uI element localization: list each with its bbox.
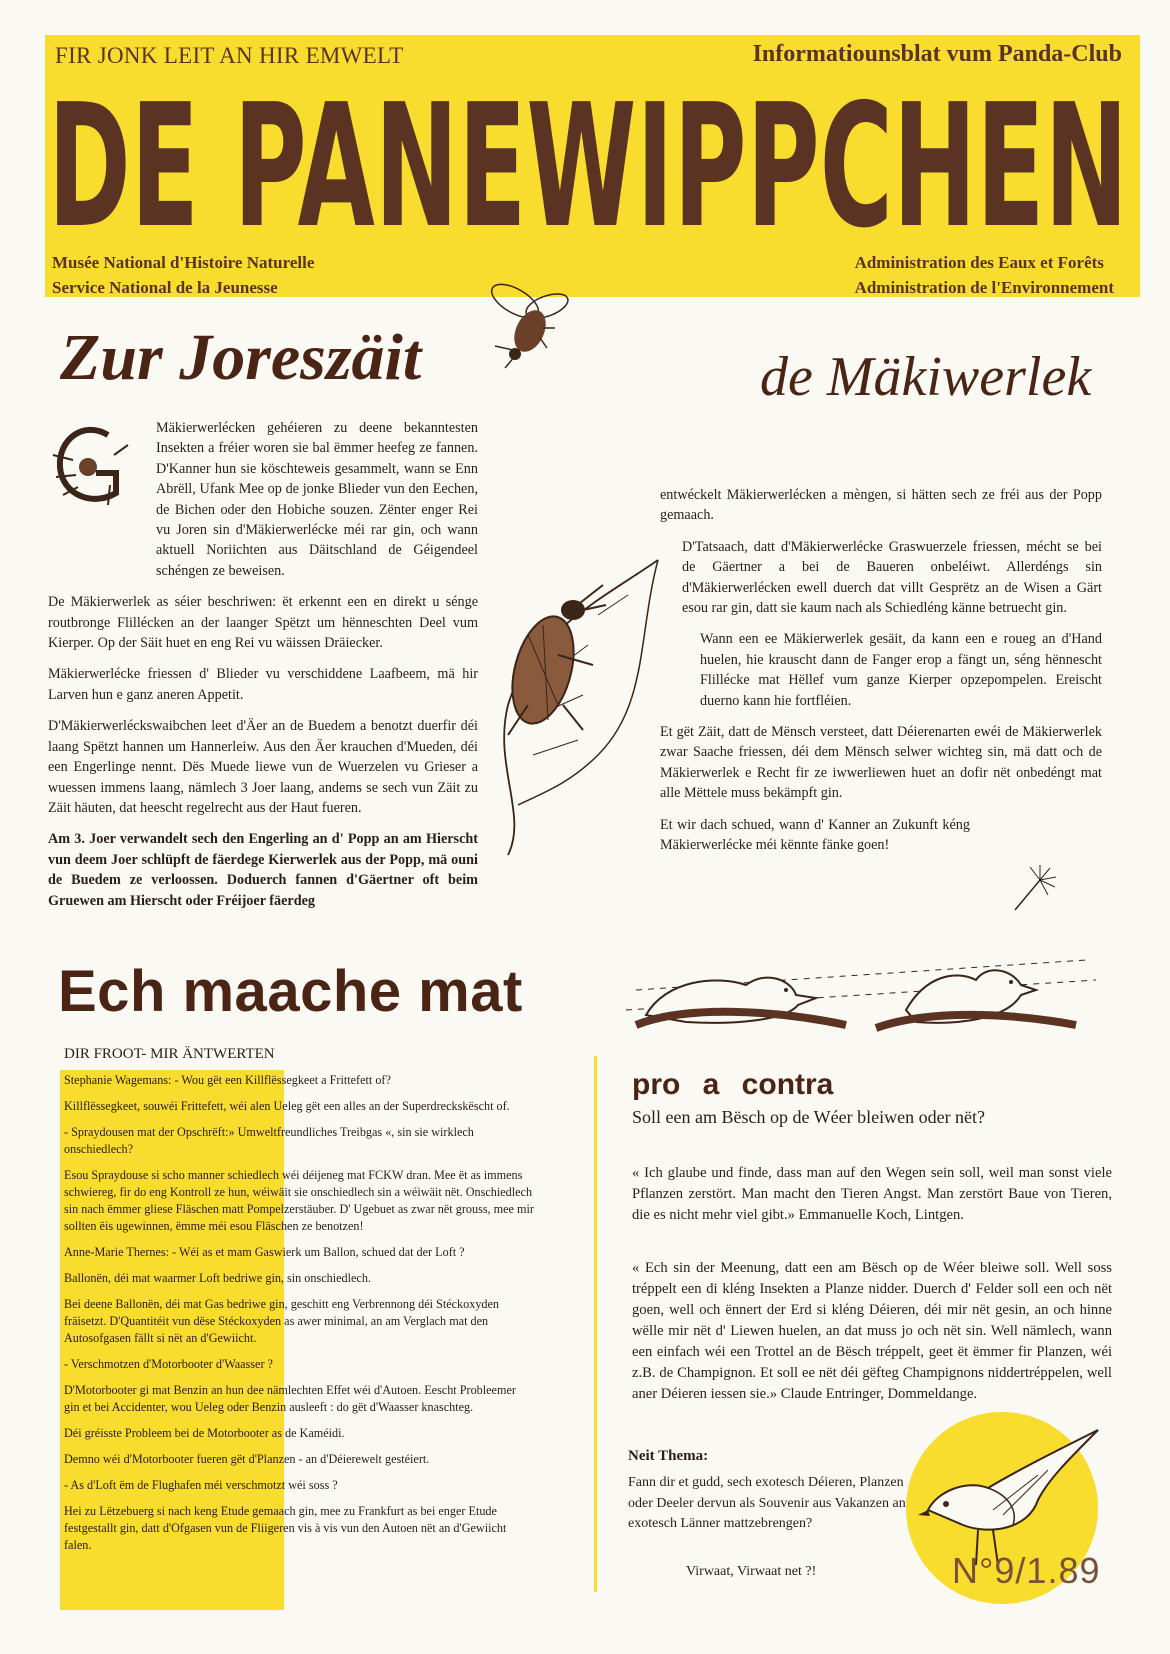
institution: Service National de la Jeunesse: [52, 278, 278, 297]
paragraph: D'Tatsaach, datt d'Mäkierwerlécke Graswuerzele friessen, mécht se bei de Gäertner a bei de Baueren onbeléiwt. Allerdéngs sin d'Mäkierwerlécken ewell duerch dat villt Gesprëtz an de Wisen a Gärt esou rar gin, datt sie kaum nach als Schiedléng känne betruecht gin.: [682, 538, 1102, 617]
section-title: Ech maache mat: [58, 959, 523, 1024]
next-topic-text: Fann dir et gudd, sech exotesch Déieren, Planzen oder Deeler dervun als Souvenir aus Vakanzen an exotesch Länner mattzebrengen?: [628, 1475, 906, 1531]
qa-list: [64, 1072, 534, 1563]
dandelion-seed-icon: [1010, 865, 1060, 915]
paragraph: Et wir dach schued, wann d' Kanner an Zukunft kéng Mäkierwerlécke méi kënnte fänke goen!: [660, 816, 970, 854]
paragraph: De Mäkierwerlek as séier beschriwen: ët erkennt een en direkt u sénge routbronge Flillécken an der laanger Spëtzt um hënneschten Deel vum Kierper. Op der Säit huet en eng Rei vu wäissen Dräiecker.: [48, 594, 478, 652]
qa-item: Esou Spraydouse si scho manner schiedlech wéi déijeneg mat FCKW dran. Mee ët as immens schwiereg, fir do eng Kontroll ze hun, wéiwäit sie onschiedlech sin a wéiwäit nët. Onschiedlech sin nach ëmmer gliese Fläschen matt Pompelzerstäuber. D' Ugebuet as zwar nët grouss, mee mir sollten ëis ugewinnen, ëmme méi esou Fläschen ze benotzen!: [64, 1168, 534, 1233]
qa-item: - As d'Loft ëm de Flughafen méi verschmotzt wéi soss ?: [64, 1478, 338, 1492]
qa-item: Bei deene Ballonën, déi mat Gas bedriwe gin, geschitt eng Verbrennong déi Stéckoxyden fräisetzt. D'Quantitéit vun dëse Stéckoxyden as awer minimal, an am Verglach mat den Autosofgasen fällt si nët an d'Gewiicht.: [64, 1297, 500, 1345]
qa-item: Anne-Marie Thernes: - Wéi as et mam Gaswierk um Ballon, schued dat der Loft ?: [64, 1245, 465, 1259]
birds-icon: [626, 940, 1096, 1040]
quote-2: « Ech sin der Meenung, datt een am Bësch op de Wéer bleiwe soll. Well soss tréppelt een di kléng Insekten a Planze nidder. Duerch d' Felder soll een och nët goen, well och ënnert der Erd si kléng Déieren, déi mir nët gesin, an och hinne wëlle mir nët d' Liewen huelen, an dat muss jo och nët sin. Well nämlech, wann een einfach wéi een Trottel an de Bësch tréppelt, geet ët ëmmer fir Planzen, wéi z.B. de Champignon. Et soll ee nët déi gëfteg Champignons niddertréppelen, well aner Déieren iessen sie.» Claude Entringer, Dommeldange.: [632, 1260, 1112, 1402]
pro-contra-title: pro a contra: [632, 1068, 834, 1101]
issue-number: N°9/1.89: [952, 1550, 1101, 1591]
article-title-left: Zur Joreszäit: [60, 321, 422, 394]
tagline: FIR JONK LEIT AN HIR EMWELT: [55, 43, 404, 68]
paragraph: Am 3. Joer verwandelt sech den Engerling an d' Popp an am Hierscht vun deem Joer schlüpft de fäerdege Kierwerlek aus der Popp, mä ouni de Buedem ze verloossen. Doduerch fannen d'Gäertner oft beim Gruewen am Hierscht oder Fréijoer fäerdeg: [48, 831, 478, 909]
cockchafer-icon: [485, 276, 585, 376]
beetle-leaf-icon: [488, 555, 688, 855]
qa-item: D'Motorbooter gi mat Benzin an hun dee nämlechten Effet wéi d'Autoen. Eescht Probleemer gin et bei Accidenter, wou Ueleg oder Benzin ausleeft : do gët d'Waasser knaschteg.: [64, 1383, 516, 1414]
qa-item: Killflëssegkeet, souwéi Frittefett, wéi alen Ueleg gët een alles an der Superdreckskëscht of.: [64, 1099, 510, 1113]
qa-item: Stephanie Wagemans: - Wou gët een Killflëssegkeet a Frittefett of?: [64, 1073, 391, 1087]
institution: Administration de l'Environnement: [854, 278, 1114, 297]
pro-contra-question: Soll een am Bësch op de Wéer bleiwen oder nët?: [632, 1107, 986, 1127]
column-divider: [594, 1056, 597, 1592]
quote-1: « Ich glaube und finde, dass man auf den Wegen sein soll, weil man sonst viele Pflanzen zerstört. Man macht den Tieren Angst. Man zerstört Baue von Tieren, die es nicht mehr viel gibt.» Emmanuelle Koch, Lintgen.: [632, 1165, 1112, 1223]
qa-heading: DIR FROOT- MIR ÄNTWERTEN: [64, 1046, 275, 1062]
next-topic-title: Neit Thema:: [628, 1448, 709, 1464]
virwaat-line: Virwaat, Virwaat net ?!: [686, 1564, 817, 1579]
qa-item: - Spraydousen mat der Opschrëft:» Umweltfreundliches Treibgas «, sin sie wirklech onschiedlech?: [64, 1125, 474, 1156]
article1-column-1: [48, 418, 478, 922]
masthead-text: DE PANEWIPPCHEN: [48, 68, 1128, 266]
wagtail-icon: [918, 1420, 1108, 1570]
qa-item: Hei zu Lëtzebuerg si nach keng Etude gemaach gin, mee zu Frankfurt as bei enger Etude festgestallt gin, datt d'Ofgasen vun de Fliigeren vis à vis vun den Autoen nët an d'Gewiicht falen.: [64, 1504, 507, 1552]
paragraph: Et gët Zäit, datt de Mënsch versteet, datt Déierenarten ewéi de Mäkierwerlek zwar Saache friessen, déi dem Mënsch selwer wichteg sin, mä datt och de Mäkierwerlek e Recht fir ze iwwerliewen huet an dofir nët onbedéngt mat alle Mëttele muss bekämpft gin.: [660, 724, 1102, 802]
article-title-right: de Mäkiwerlek: [760, 346, 1092, 408]
qa-item: Déi gréisste Probleem bei de Motorbooter as de Kaméidi.: [64, 1426, 345, 1440]
paragraph: Wann een ee Mäkierwerlek gesäit, da kann een e roueg an d'Hand huelen, hie krauscht dann de Fanger erop a fängt un, séng hënnescht Flillécke mat Hëllef vum ganze Kierper opzepompelen. Ereischt duerno kann hie fortfléien.: [700, 631, 1102, 709]
article1-column-2: [660, 485, 1102, 867]
qa-item: - Verschmotzen d'Motorbooter d'Waasser ?: [64, 1357, 273, 1371]
paragraph: Mäkierwerlécken gehéieren zu deene bekanntesten Insekten a fréier woren sie bal ëmmer heefeg ze fannen. D'Kanner hun sie köschteweis gesammelt, wann se Enn Abrëll, Ufank Mee op de jonke Blieder vun den Eechen, de Bichen oder den Hobiche souzen. Zënter enger Rei vu Joren sin d'Mäkierwerlécke méi rar gin, och wann aktuell Noriichten aus Däitschland de Géigendeel schéngen ze beweisen.: [156, 420, 478, 579]
paragraph: D'Mäkierwerléckswaibchen leet d'Äer an de Buedem a benotzt duerfir déi laang Spëtzt hannen um Hannerleiw. Aus den Äer krauchen d'Mueden, déi een Engerlinge nennt. Dës Muede liewe vun de Wuerzelen vu Grieser a wuessen immens laang, nämlech 3 Joer laang, andems se sech vun Zäit zu Zäit häuten, dat heescht regelrecht aus der Haut fueren.: [48, 718, 478, 816]
qa-item: Demno wéi d'Motorbooter fueren gët d'Planzen - an d'Déierewelt gestéiert.: [64, 1452, 430, 1466]
paragraph: entwéckelt Mäkierwerlécken a mèngen, si hätten sech ze fréi aus der Popp gemaach.: [660, 487, 1102, 524]
info-line: Informatiounsblat vum Panda-Club: [752, 41, 1122, 67]
institution: Musée National d'Histoire Naturelle: [52, 253, 315, 272]
institutions-right: [855, 250, 1114, 300]
paragraph: Mäkierwerlécke friessen d' Blieder vu verschiddene Laafbeem, mä hir Larven hun e ganz aneren Appetit.: [48, 666, 478, 703]
institutions-left: [52, 250, 314, 300]
qa-item: Ballonën, déi mat waarmer Loft bedriwe gin, sin onschiedlech.: [64, 1271, 371, 1285]
institution: Administration des Eaux et Forêts: [854, 253, 1104, 272]
